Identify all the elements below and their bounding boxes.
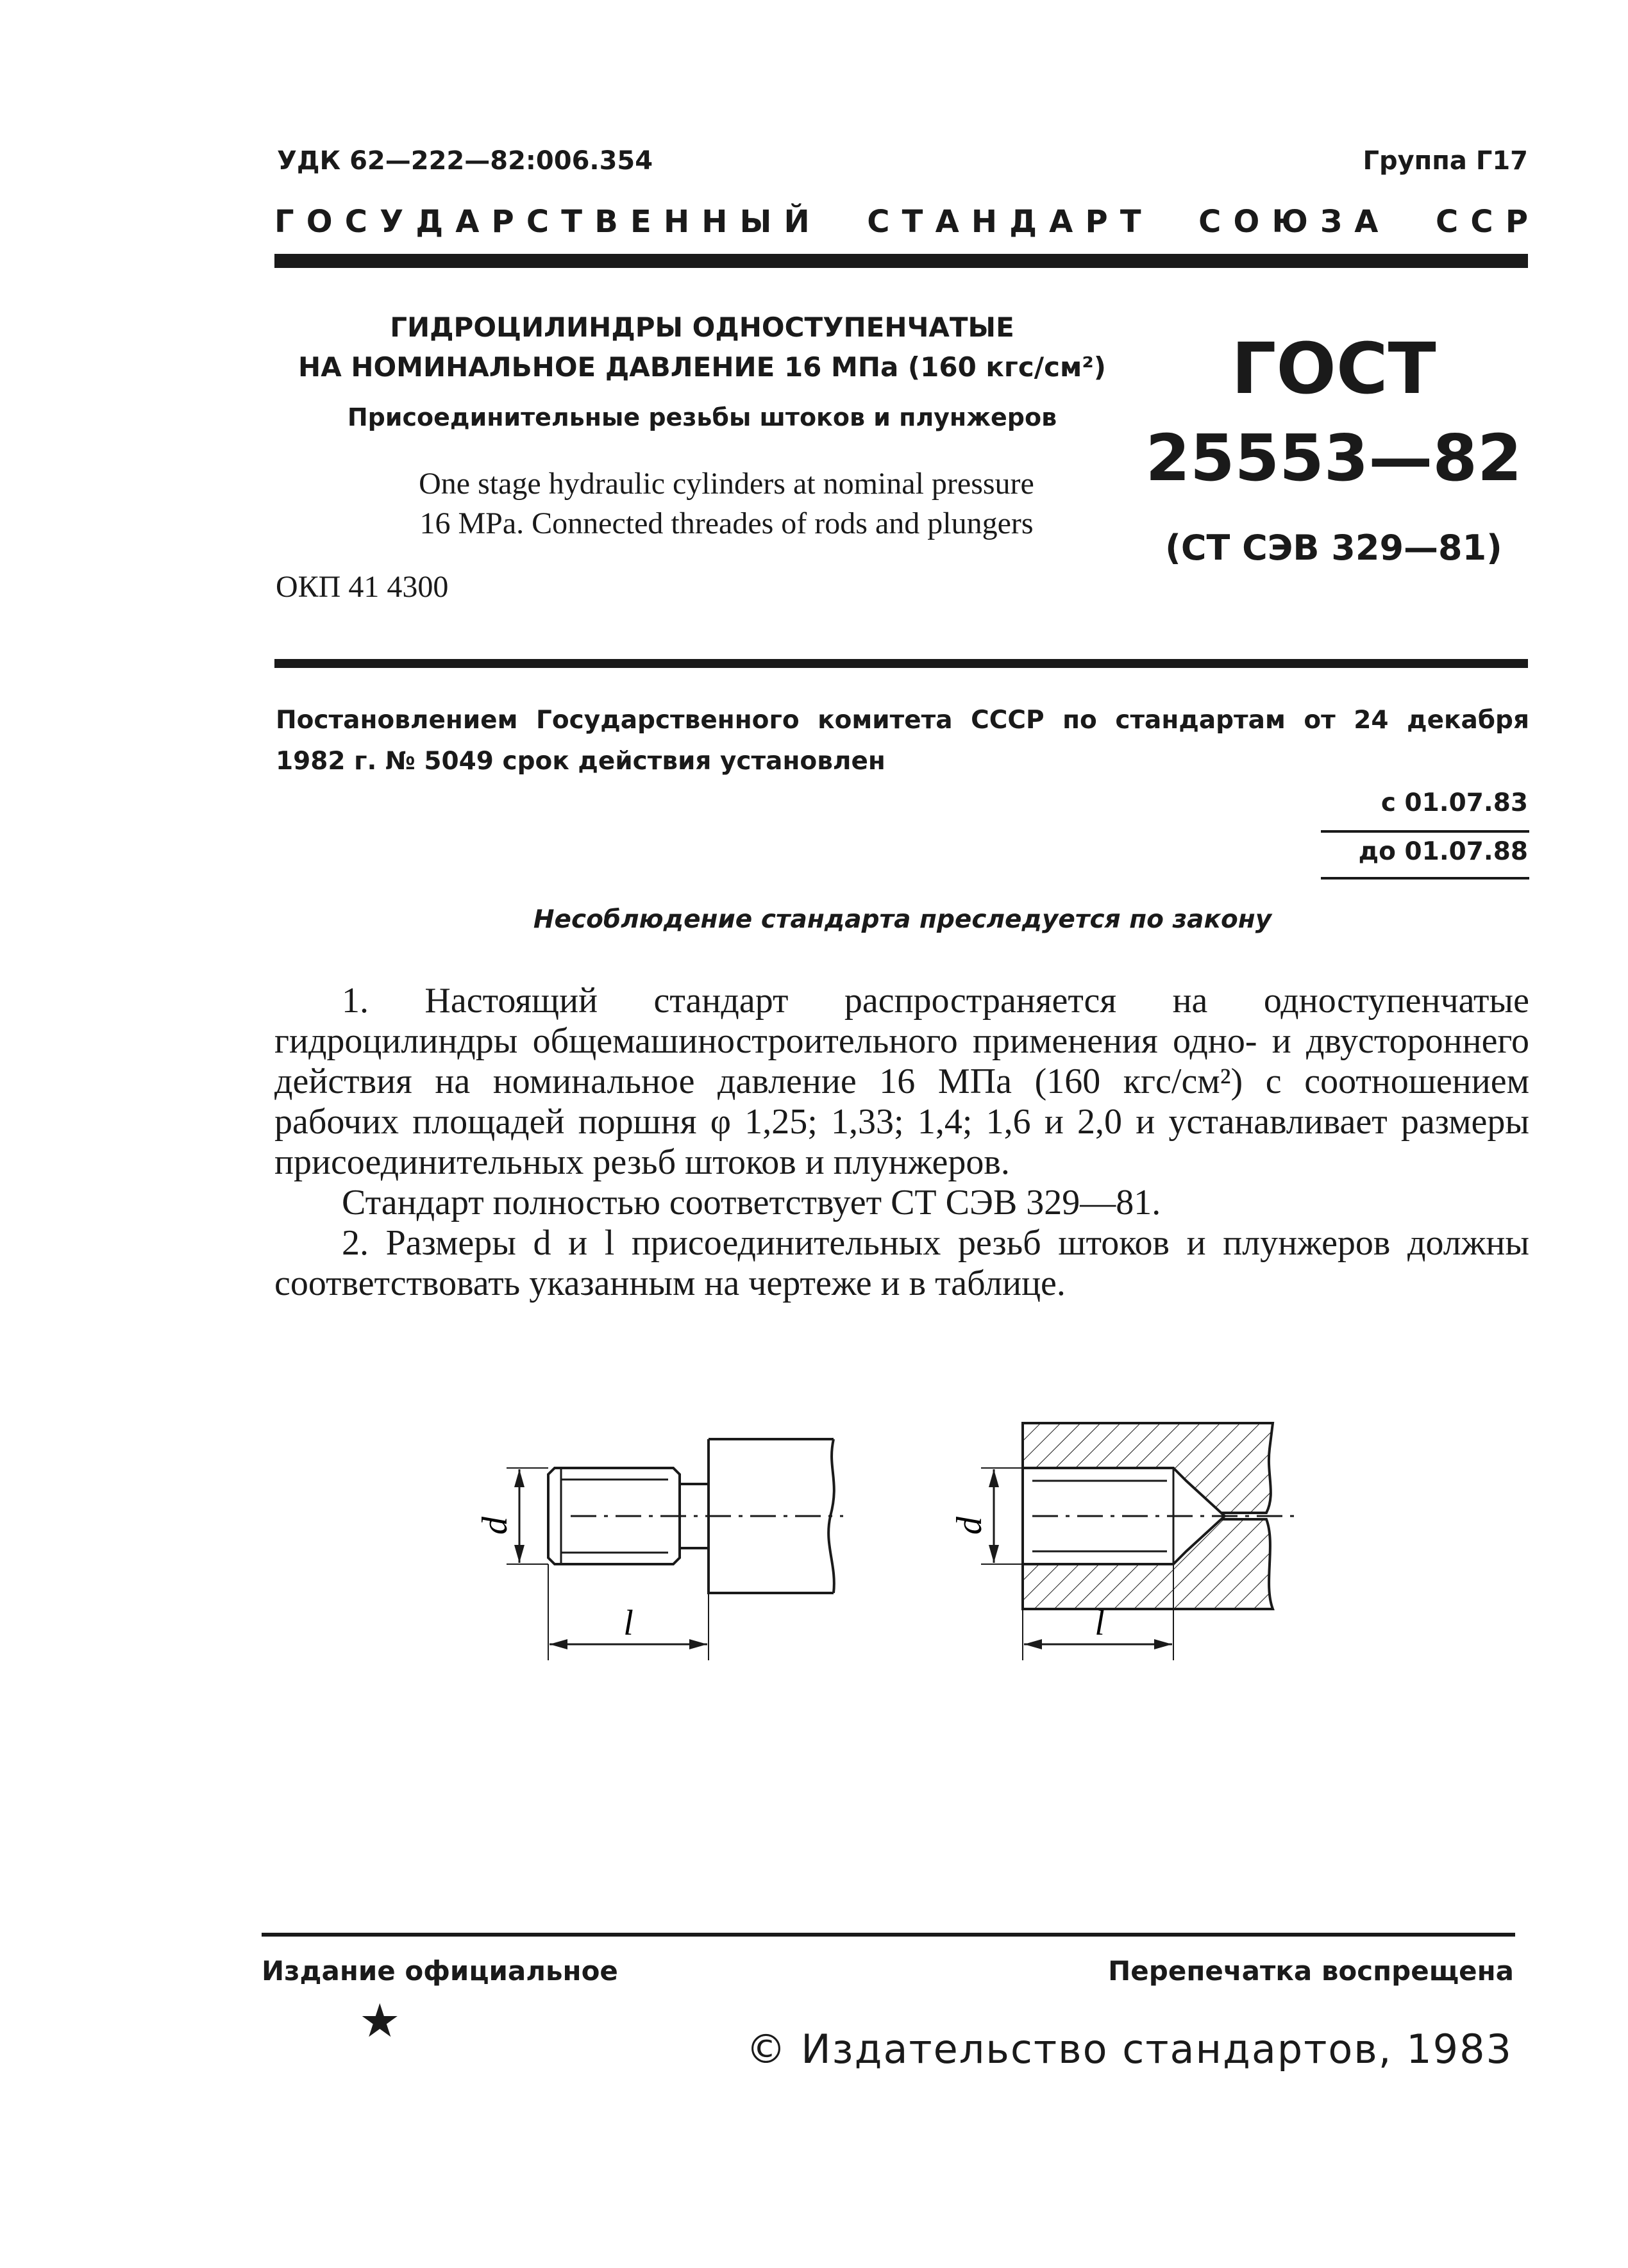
english-title-line-1: One stage hydraulic cylinders at nominal pressure — [419, 467, 1034, 501]
title-rule — [274, 659, 1528, 668]
gost-word: ГОСТ — [1231, 328, 1436, 410]
gost-number: 25553—82 — [1145, 421, 1522, 496]
left-d-label: d — [475, 1517, 515, 1535]
decree-text — [276, 700, 1529, 782]
title-line-2: НА НОМИНАЛЬНОЕ ДАВЛЕНИЕ 16 МПа (160 кгс/см²) — [298, 351, 1106, 383]
gost-designation — [1129, 327, 1539, 571]
publisher-copyright: © Издательство стандартов, 1983 — [746, 2026, 1513, 2072]
date-rule — [1321, 830, 1529, 833]
rod-thread-figure — [507, 1439, 843, 1660]
gost-sev-reference: (СТ СЭВ 329—81) — [1165, 528, 1502, 568]
title-block — [276, 308, 1129, 436]
legal-notice: Несоблюдение стандарта преследуется по закону — [533, 905, 1272, 934]
paragraph-3: 2. Размеры d и l присоединительных резьб штоков и плунжеров должны соответствовать указанным на чертеже и в таблице. — [274, 1223, 1529, 1303]
subtitle: Присоединительные резьбы штоков и плунжеров — [347, 403, 1057, 431]
right-d-label: d — [950, 1517, 989, 1535]
okp-code: ОКП 41 4300 — [276, 570, 449, 604]
banner-word: С О Ю З А — [1198, 204, 1379, 240]
group-code: Группа Г17 — [1363, 146, 1528, 176]
banner-word: Г О С У Д А Р С Т В Е Н Н Ы Й — [274, 204, 810, 240]
valid-to-date: до 01.07.88 — [1358, 837, 1528, 866]
thread-drawing — [475, 1397, 1334, 1680]
paragraph-2: Стандарт полностью соответствует СТ СЭВ 329—81. — [342, 1183, 1161, 1222]
left-l-label: l — [623, 1603, 634, 1643]
decree-line-2: 1982 г. № 5049 срок действия установлен — [276, 747, 885, 776]
star-icon: ★ — [359, 1994, 401, 2047]
udk-code: УДК 62—222—82:006.354 — [277, 146, 653, 176]
footer-rule — [262, 1933, 1515, 1937]
banner-word: С С Р — [1436, 204, 1528, 240]
reprint-prohibited: Перепечатка воспрещена — [1108, 1955, 1514, 1987]
right-l-label: l — [1095, 1603, 1105, 1643]
title-line-1: ГИДРОЦИЛИНДРЫ ОДНОСТУПЕНЧАТЫЕ — [390, 312, 1014, 343]
decree-line-1: Постановлением Государственного комитета СССР по стандартам от 24 декабря — [276, 706, 1529, 735]
body-text — [274, 981, 1529, 1304]
plunger-thread-figure — [981, 1423, 1295, 1660]
paragraph-1: 1. Настоящий стандарт распространяется на одноступенчатые гидроцилиндры общемашиностроительного применения одно- и двустороннего действия на номинальное давление 16 МПа (160 кгс/см²) с соотношением рабочих площадей поршня φ 1,25; 1,33; 1,4; 1,6 и 2,0 и устанавливает размеры присоединительных резьб штоков и плунжеров. — [274, 981, 1529, 1182]
date-rule — [1321, 877, 1529, 880]
banner-word: С Т А Н Д А Р Т — [867, 204, 1141, 240]
state-standard-banner — [274, 204, 1528, 240]
english-title — [345, 464, 1108, 544]
valid-from-date: с 01.07.83 — [1380, 788, 1528, 817]
header-rule — [274, 254, 1528, 268]
official-edition: Издание официальное — [262, 1955, 618, 1987]
english-title-line-2: 16 MPa. Connected threades of rods and plungers — [419, 506, 1034, 540]
